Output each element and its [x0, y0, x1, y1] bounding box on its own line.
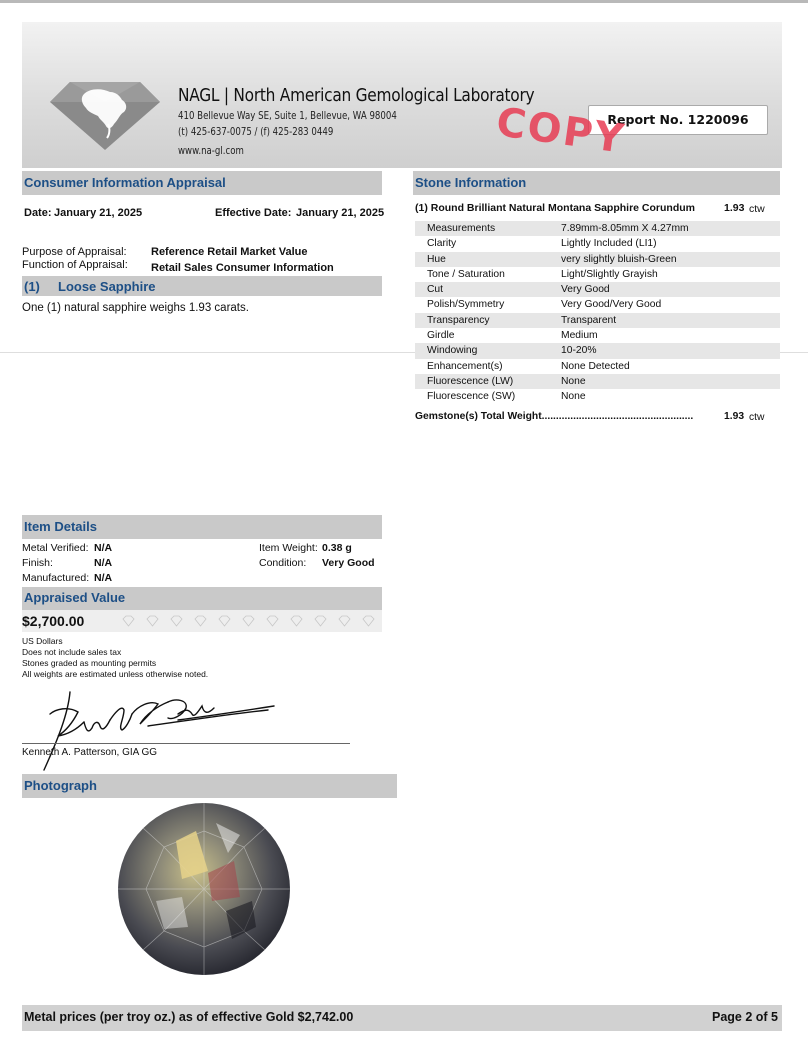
effective-date-value: January 21, 2025 [296, 207, 385, 219]
condition-value: Very Good [322, 557, 375, 569]
manufactured-value: N/A [94, 572, 113, 584]
appraiser-name: Kenneth A. Patterson, GIA GG [22, 747, 158, 758]
table-row [415, 374, 780, 389]
table-row [415, 328, 780, 343]
note-tax: Does not include sales tax [22, 647, 122, 657]
table-row [415, 359, 780, 374]
table-row [415, 282, 780, 297]
lab-phone: (t) 425-637-0075 / (f) 425-283 0449 [178, 126, 334, 138]
condition-label: Condition: [259, 557, 307, 569]
row-label: Clarity [427, 238, 457, 250]
row-value: Transparent [561, 314, 617, 326]
table-row [415, 221, 780, 236]
row-label: Windowing [427, 345, 478, 357]
table-row [415, 389, 780, 404]
lab-address: 410 Bellevue Way SE, Suite 1, Bellevue, WA 98004 [178, 110, 397, 122]
function-value: Retail Sales Consumer Information [151, 262, 334, 274]
lab-name: NAGL | North American Gemological Laboratory [178, 86, 535, 106]
row-label: Measurements [427, 223, 496, 234]
note-currency: US Dollars [22, 636, 63, 646]
row-label: Fluorescence (SW) [427, 391, 516, 403]
appraised-value: $2,700.00 [22, 613, 85, 629]
copy-stamp: COPY [493, 99, 629, 163]
item-description: One (1) natural sapphire weighs 1.93 carats. [22, 302, 249, 314]
consumer-section-title: Consumer Information Appraisal [24, 175, 226, 190]
table-row [415, 267, 780, 282]
date-label: Date: [24, 207, 52, 219]
table-row [415, 236, 780, 251]
row-value: Very Good [561, 284, 610, 296]
lab-website: www.na-gl.com [178, 145, 244, 157]
row-value: Very Good/Very Good [561, 299, 662, 311]
row-value: Light/Slightly Grayish [561, 268, 658, 280]
table-row [415, 252, 780, 267]
total-weight-label: Gemstone(s) Total Weight..................................................... [415, 411, 694, 422]
item-number: (1) [24, 279, 40, 294]
report-number: Report No. 1220096 [588, 105, 768, 135]
gemstone-photo [116, 801, 292, 977]
note-weights: All weights are estimated unless otherwise noted. [22, 669, 209, 679]
stone-weight: 1.93 [724, 202, 745, 214]
item-weight-value: 0.38 g [322, 542, 352, 554]
signature-line [22, 743, 350, 744]
item-title: Loose Sapphire [58, 279, 156, 294]
date-value: January 21, 2025 [54, 207, 143, 219]
purpose-value: Reference Retail Market Value [151, 246, 308, 258]
row-value: None Detected [561, 360, 630, 372]
row-label: Cut [427, 284, 444, 296]
finish-value: N/A [94, 557, 113, 569]
row-value: Medium [561, 330, 598, 342]
row-label: Girdle [427, 330, 455, 342]
row-label: Fluorescence (LW) [427, 375, 514, 387]
metal-label: Metal Verified: [22, 542, 89, 554]
row-value: very slightly bluish-Green [561, 253, 677, 265]
effective-date-label: Effective Date: [215, 207, 292, 219]
row-value: 7.89mm-8.05mm X 4.27mm [561, 223, 689, 234]
stone-table [415, 221, 780, 405]
diamond-logo-icon [50, 80, 160, 150]
metal-value: N/A [94, 542, 113, 554]
stone-weight-unit: ctw [749, 203, 765, 215]
stone-heading: (1) Round Brilliant Natural Montana Sapphire Corundum [415, 202, 696, 214]
table-row [415, 343, 780, 358]
note-grading: Stones graded as mounting permits [22, 658, 157, 668]
row-value: None [561, 375, 586, 387]
row-label: Hue [427, 253, 446, 265]
row-value: 10-20% [561, 345, 597, 357]
row-value: Lightly Included (LI1) [561, 238, 657, 250]
total-weight-unit: ctw [749, 412, 765, 423]
page-number: Page 2 of 5 [712, 1010, 778, 1024]
purpose-label: Purpose of Appraisal: [22, 246, 127, 258]
row-label: Tone / Saturation [427, 268, 505, 280]
photograph-section-title: Photograph [24, 778, 97, 793]
row-label: Polish/Symmetry [427, 299, 505, 311]
item-details-title: Item Details [24, 519, 97, 534]
item-weight-label: Item Weight: [259, 542, 318, 554]
signature-image [28, 684, 288, 774]
row-value: None [561, 391, 586, 403]
stone-section-title: Stone Information [415, 175, 527, 190]
row-label: Enhancement(s) [427, 360, 503, 372]
manufactured-label: Manufactured: [22, 572, 90, 584]
metal-prices: Metal prices (per troy oz.) as of effective Gold $2,742.00 [24, 1010, 354, 1024]
function-label: Function of Appraisal: [22, 259, 128, 271]
table-row [415, 297, 780, 312]
table-row [415, 313, 780, 328]
appraised-section-title: Appraised Value [24, 590, 126, 605]
finish-label: Finish: [22, 557, 53, 569]
total-weight-value: 1.93 [724, 411, 745, 422]
row-label: Transparency [427, 314, 490, 326]
top-border [0, 0, 808, 3]
